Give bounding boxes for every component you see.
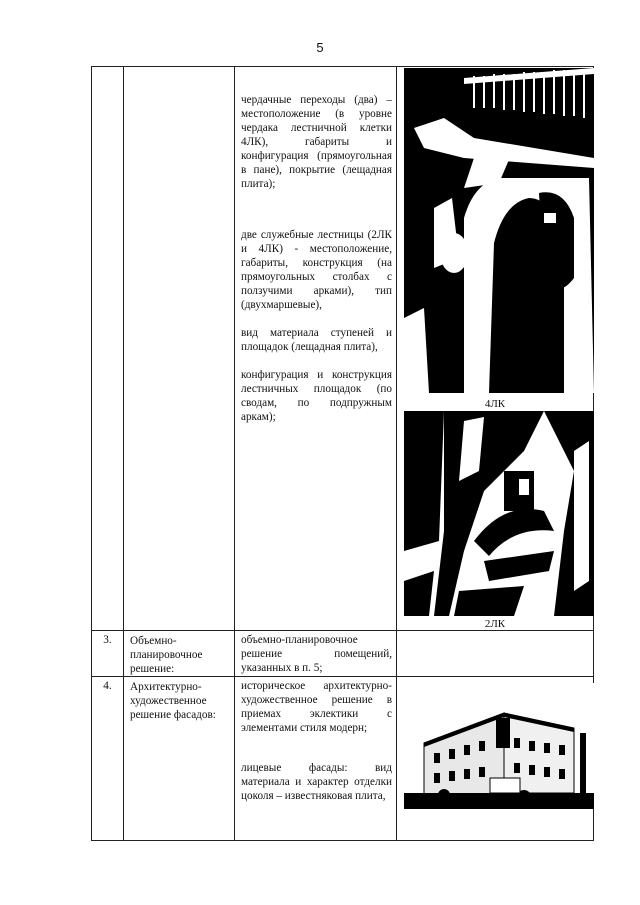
photo-caption: 4ЛК	[484, 398, 506, 410]
photo-cell	[397, 677, 594, 841]
row-label: Архитектурно-художественное решение фасадов:	[124, 677, 235, 841]
row-number: 4.	[92, 677, 124, 841]
photo-cell	[397, 67, 594, 631]
row-number: 3.	[92, 631, 124, 677]
photo-caption: 2ЛК	[484, 618, 506, 630]
table-row	[92, 631, 594, 677]
row-description	[235, 67, 397, 631]
page-number: 5	[316, 40, 324, 55]
row-label	[124, 67, 235, 631]
table-row	[92, 67, 594, 631]
photo-cell	[397, 631, 594, 677]
description-paragraph: чердачные переходы (два) – местоположение (в уровне чердака лестничной клетки 4ЛК), габариты и конфигурация (прямоугольная в пане), покрытие (лещадная плита);	[241, 94, 392, 190]
row-description	[235, 677, 397, 841]
row-number	[92, 67, 124, 631]
protection-subject-table	[91, 66, 594, 841]
stair-4lk-photo	[404, 68, 594, 393]
description-paragraph: лицевые фасады: вид материала и характер отделки цоколя – известняковая плита,	[241, 762, 392, 802]
description-paragraph: вид материала ступеней и площадок (лещадная плита),	[241, 327, 392, 353]
description-paragraph: две служебные лестницы (2ЛК и 4ЛК) - местоположение, габариты, конструкция (на прямоугольных столбах с ползучими арками), тип (двухмаршевые),	[241, 229, 392, 311]
description-paragraph: объемно-планировочное решение помещений, указанных в п. 5;	[241, 634, 392, 674]
description-paragraph: конфигурация и конструкция лестничных площадок (по сводам, по подпружным аркам);	[241, 369, 392, 423]
facade-photo	[404, 683, 594, 809]
description-paragraph: историческое архитектурно-художественное решение в приемах эклектики с элементами стиля модерн;	[241, 680, 392, 734]
row-label: Объемно-планировочное решение:	[124, 631, 235, 677]
table-row	[92, 677, 594, 841]
row-description	[235, 631, 397, 677]
stair-2lk-photo	[404, 411, 594, 616]
